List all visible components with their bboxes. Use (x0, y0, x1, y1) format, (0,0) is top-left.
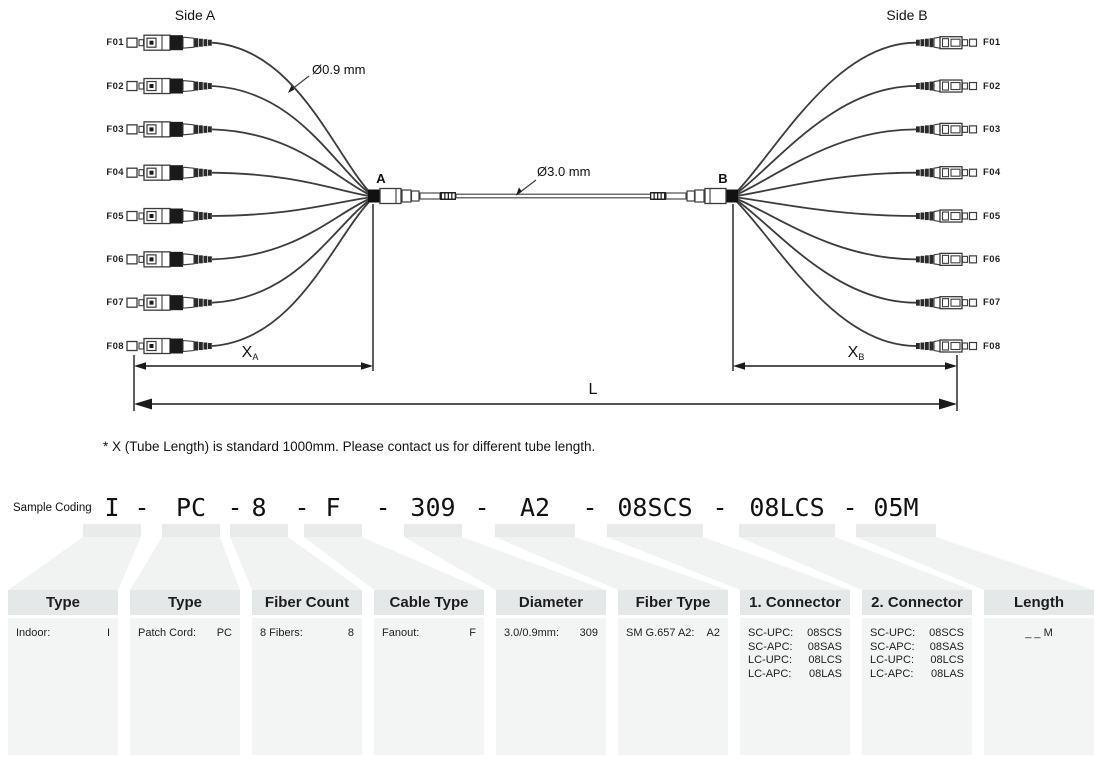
column-header: Fiber Count (252, 590, 362, 615)
row-value: I (106, 627, 110, 639)
code-token: 8 (251, 493, 267, 522)
row-value: F (469, 627, 476, 639)
row-label: LC-APC: (748, 667, 792, 680)
diameter-leaders (291, 76, 536, 193)
coding-funnels (8, 524, 1094, 590)
row-label: Indoor: (16, 627, 51, 639)
sample-coding-label: Sample Coding (13, 502, 92, 514)
breakout-b (650, 189, 738, 204)
breakout-a (368, 189, 456, 204)
column-header: Cable Type (374, 590, 484, 615)
fiber-label-side-a: F04 (106, 167, 124, 179)
coding-segment-marker (162, 524, 220, 537)
fiber-label-side-a: F07 (106, 297, 124, 309)
side-b-title: Side B (886, 7, 928, 23)
column-header: Length (984, 590, 1094, 615)
code-token: 309 (410, 493, 456, 522)
row-label: SC-APC: (870, 640, 915, 653)
dimension-arrowheads (134, 362, 957, 409)
dimension-lines (134, 204, 957, 411)
row-value: 08LAS (930, 667, 964, 680)
row-label: LC-UPC: (748, 654, 793, 666)
column-header: Type (130, 590, 240, 615)
row-value: A2 (706, 627, 720, 639)
column-header: Diameter (496, 590, 606, 615)
row-label: LC-APC: (870, 667, 914, 680)
breakout-b-label: B (718, 171, 728, 186)
coding-segment-marker (83, 524, 141, 537)
breakout-a-label: A (376, 171, 386, 186)
coding-segment-marker (230, 524, 288, 537)
column-header: 2. Connector (862, 590, 972, 615)
row-label: SM G.657 A2: (626, 627, 695, 639)
cable-diameter-callout: Ø3.0 mm (537, 164, 591, 179)
code-separator: - (227, 493, 243, 522)
row-label: SC-UPC: (748, 627, 794, 639)
dim-xa-label: XA (241, 344, 259, 362)
row-label: 8 Fibers: (260, 627, 303, 639)
fiber-label-side-a: F08 (106, 340, 124, 352)
coding-segment-marker (304, 524, 362, 537)
row-value: PC (216, 627, 232, 639)
fiber-label-side-a: F03 (106, 123, 124, 135)
row-value: _ _ M (1025, 627, 1053, 639)
fiber-label-side-b: F05 (983, 210, 1001, 222)
code-separator: - (134, 493, 150, 522)
row-value: 309 (579, 627, 598, 639)
code-separator: - (294, 493, 310, 522)
row-label: Fanout: (382, 627, 420, 639)
row-label: 3.0/0.9mm: (504, 627, 560, 639)
fiber-label-side-b: F06 (983, 253, 1001, 265)
code-token: A2 (519, 493, 551, 522)
coding-segment-marker (856, 524, 936, 537)
row-value: 08SAS (807, 640, 842, 653)
coding-funnel (8, 537, 141, 590)
coding-segment-marker (607, 524, 703, 537)
row-label: SC-UPC: (870, 627, 916, 639)
central-cable (456, 194, 651, 198)
code-separator: - (582, 493, 598, 522)
row-label: Patch Cord: (138, 627, 197, 639)
fiber-label-side-b: F03 (983, 123, 1001, 135)
side-a-title: Side A (174, 7, 216, 23)
fiber-label-side-b: F02 (983, 80, 1001, 92)
side-a-connectors (127, 35, 212, 353)
fiber-label-side-b: F04 (983, 167, 1001, 179)
column-header: Fiber Type (618, 590, 728, 615)
code-separator: - (375, 493, 391, 522)
row-value: 08LAS (808, 667, 842, 680)
code-token: I (104, 493, 120, 522)
row-value: 08LCS (808, 654, 842, 666)
fiber-label-side-a: F01 (106, 37, 124, 49)
fiber-label-side-a: F05 (106, 210, 124, 222)
dim-length-label: L (588, 381, 598, 398)
code-separator: - (712, 493, 728, 522)
column-header: Type (8, 590, 118, 615)
fiber-label-side-b: F01 (983, 37, 1001, 49)
fiber-label-side-a: F02 (106, 80, 124, 92)
coding-segment-marker (495, 524, 575, 537)
fiber-label-side-b: F08 (983, 340, 1001, 352)
row-value: 08SCS (807, 627, 842, 639)
code-token: F (325, 493, 341, 522)
row-value: 08SAS (929, 640, 964, 653)
side-b-connectors (916, 37, 977, 352)
code-separator: - (474, 493, 490, 522)
code-token: PC (175, 493, 207, 522)
tube-length-note: * X (Tube Length) is standard 1000mm. Please contact us for different tube length. (103, 439, 596, 454)
code-separator: - (842, 493, 858, 522)
coding-segment-marker (739, 524, 835, 537)
fiber-label-side-b: F07 (983, 297, 1001, 309)
fiber-diameter-callout: Ø0.9 mm (312, 62, 366, 77)
row-label: LC-UPC: (870, 654, 915, 666)
code-token: 08SCS (617, 493, 693, 522)
row-value: 08SCS (929, 627, 964, 639)
dim-xb-label: XB (847, 344, 865, 362)
row-value: 8 (347, 627, 354, 639)
code-token: 05M (873, 493, 919, 522)
row-label: SC-APC: (748, 640, 793, 653)
row-value: 08LCS (930, 654, 964, 666)
coding-funnel (130, 537, 240, 590)
coding-segment-marker (404, 524, 462, 537)
fiber-label-side-a: F06 (106, 253, 124, 265)
code-token: 08LCS (749, 493, 825, 522)
column-header: 1. Connector (740, 590, 850, 615)
